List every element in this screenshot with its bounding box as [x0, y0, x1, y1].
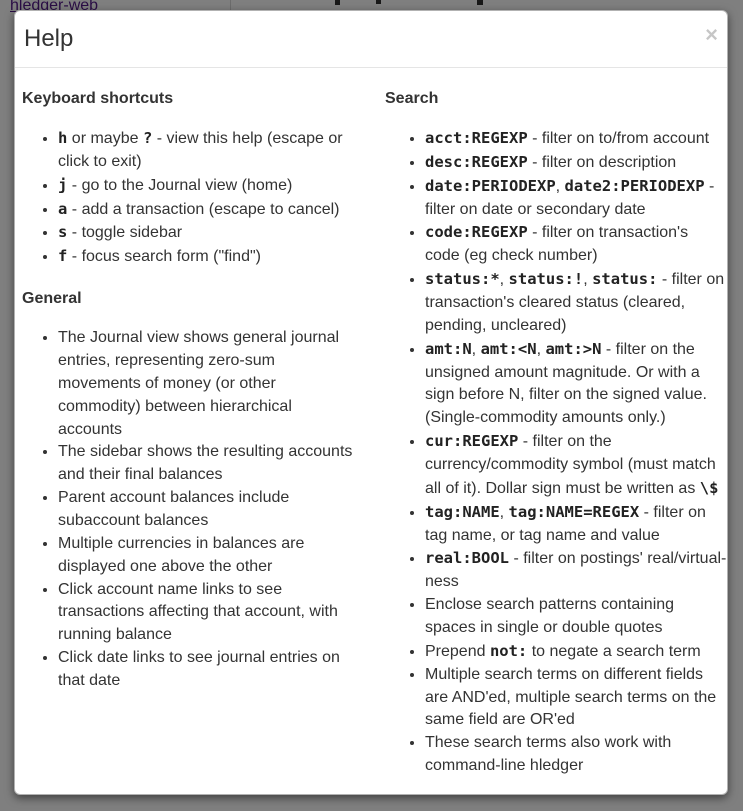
help-list [385, 127, 727, 778]
help-list-item [425, 175, 727, 222]
text-segment: - filter on the unsigned amount magnitude. Or with a sign before N, filter on the signed value. (Single-commodity amounts only.) [425, 340, 707, 427]
help-list-item [425, 547, 727, 594]
text-segment: The Journal view shows general journal entries, representing zero-sum movements of money (or other commodity) between hierarchical accounts [58, 329, 340, 438]
help-list-item [425, 640, 727, 664]
text-segment: - focus search form ("find") [67, 248, 261, 266]
text-segment: - toggle sidebar [67, 224, 183, 242]
code-term: status:! [508, 270, 584, 289]
help-list-item [58, 245, 359, 269]
text-segment: , [555, 177, 565, 195]
code-term: status: [592, 270, 658, 289]
modal-body [15, 68, 727, 778]
text-segment: - filter on the currency/commodity symbol (must match all of it). Dollar sign must be written as [425, 433, 716, 497]
text-segment: - filter on transaction's code (eg check number) [425, 224, 689, 265]
text-segment: - go to the Journal view (home) [67, 176, 293, 194]
code-term: tag:NAME [425, 502, 500, 521]
code-term: \$ [699, 478, 719, 497]
text-segment: , [499, 503, 509, 521]
text-segment: Multiple currencies in balances are displayed one above the other [58, 534, 305, 575]
code-term: amt:>N [545, 339, 602, 358]
code-term: a [58, 199, 68, 218]
text-segment: , [536, 340, 546, 358]
help-list-item [425, 221, 727, 268]
help-list [22, 327, 359, 693]
text-segment: to negate a search term [527, 642, 701, 660]
code-term: f [58, 247, 68, 266]
close-icon[interactable]: × [705, 22, 718, 47]
help-list-item [58, 441, 359, 487]
text-segment: Click date links to see journal entries on that date [58, 649, 340, 690]
text-segment: - filter on transaction's cleared status (cleared, pending, uncleared) [425, 271, 725, 334]
help-list-item [425, 151, 727, 175]
text-segment: - filter on date or secondary date [425, 177, 715, 218]
text-segment: , [583, 271, 593, 289]
code-term: status:* [425, 270, 500, 289]
help-column-right [385, 89, 727, 778]
code-term: j [58, 175, 68, 194]
code-term: cur:REGEXP [425, 432, 519, 451]
text-segment: - filter on description [527, 153, 677, 171]
help-list-item [425, 501, 727, 548]
modal-title: Help [24, 25, 74, 52]
code-term: acct:REGEXP [425, 129, 528, 147]
text-segment: - filter on to/from account [527, 130, 710, 147]
help-list-item [58, 579, 359, 648]
help-list-item [425, 430, 727, 501]
help-modal [14, 10, 728, 795]
text-segment: - add a transaction (escape to cancel) [67, 200, 340, 218]
text-segment: Enclose search patterns containing spaces in single or double quotes [425, 596, 675, 637]
help-list-item [58, 174, 359, 198]
code-term: date:PERIODEXP [425, 176, 556, 195]
text-segment: or maybe [67, 130, 143, 147]
text-segment: Prepend [425, 642, 490, 660]
section-heading-keyboard-shortcuts: Keyboard shortcuts [22, 90, 174, 107]
code-term: ? [142, 129, 153, 147]
help-list-item [58, 533, 359, 579]
text-segment: - view this help (escape or click to exit) [58, 130, 343, 170]
help-list-item [425, 594, 727, 640]
text-segment: Click account name links to see transactions affecting that account, with running balance [58, 580, 338, 644]
code-term: amt:N [425, 339, 472, 358]
help-list-item [425, 338, 727, 430]
text-segment: - filter on tag name, or tag name and value [425, 503, 706, 544]
help-list [22, 127, 359, 269]
code-term: date2:PERIODEXP [564, 176, 705, 195]
help-list-item [425, 664, 727, 733]
text-segment: The sidebar shows the resulting accounts and their final balances [58, 443, 353, 484]
code-term: real:BOOL [425, 549, 509, 568]
text-segment: These search terms also work with command-line hledger [425, 734, 672, 775]
code-term: not: [489, 641, 528, 660]
code-term: h [58, 129, 68, 147]
modal-header [15, 11, 727, 68]
help-list-item [58, 221, 359, 245]
code-term: amt:<N [480, 339, 537, 358]
text-segment: Multiple search terms on different fields are AND'ed, multiple search terms on the same field are OR'ed [425, 665, 717, 729]
help-column-left [22, 89, 359, 693]
help-list-item [425, 732, 727, 778]
code-term: tag:NAME=REGEX [508, 502, 640, 521]
help-list-item [58, 198, 359, 222]
help-list-item [425, 127, 727, 151]
code-term: s [58, 223, 68, 242]
code-term: code:REGEXP [425, 223, 528, 242]
text-segment: - filter on postings' real/virtual-ness [425, 550, 727, 591]
help-list-item [58, 487, 359, 533]
help-list-item [58, 327, 359, 441]
section-heading-search: Search [385, 90, 439, 107]
help-list-item [58, 647, 359, 693]
text-segment: , [471, 340, 481, 358]
section-heading-general: General [22, 290, 82, 308]
text-segment: , [499, 271, 509, 289]
text-segment: Parent account balances include subaccount balances [58, 489, 290, 530]
code-term: desc:REGEXP [425, 152, 528, 171]
help-list-item [58, 127, 359, 174]
help-list-item [425, 268, 727, 338]
